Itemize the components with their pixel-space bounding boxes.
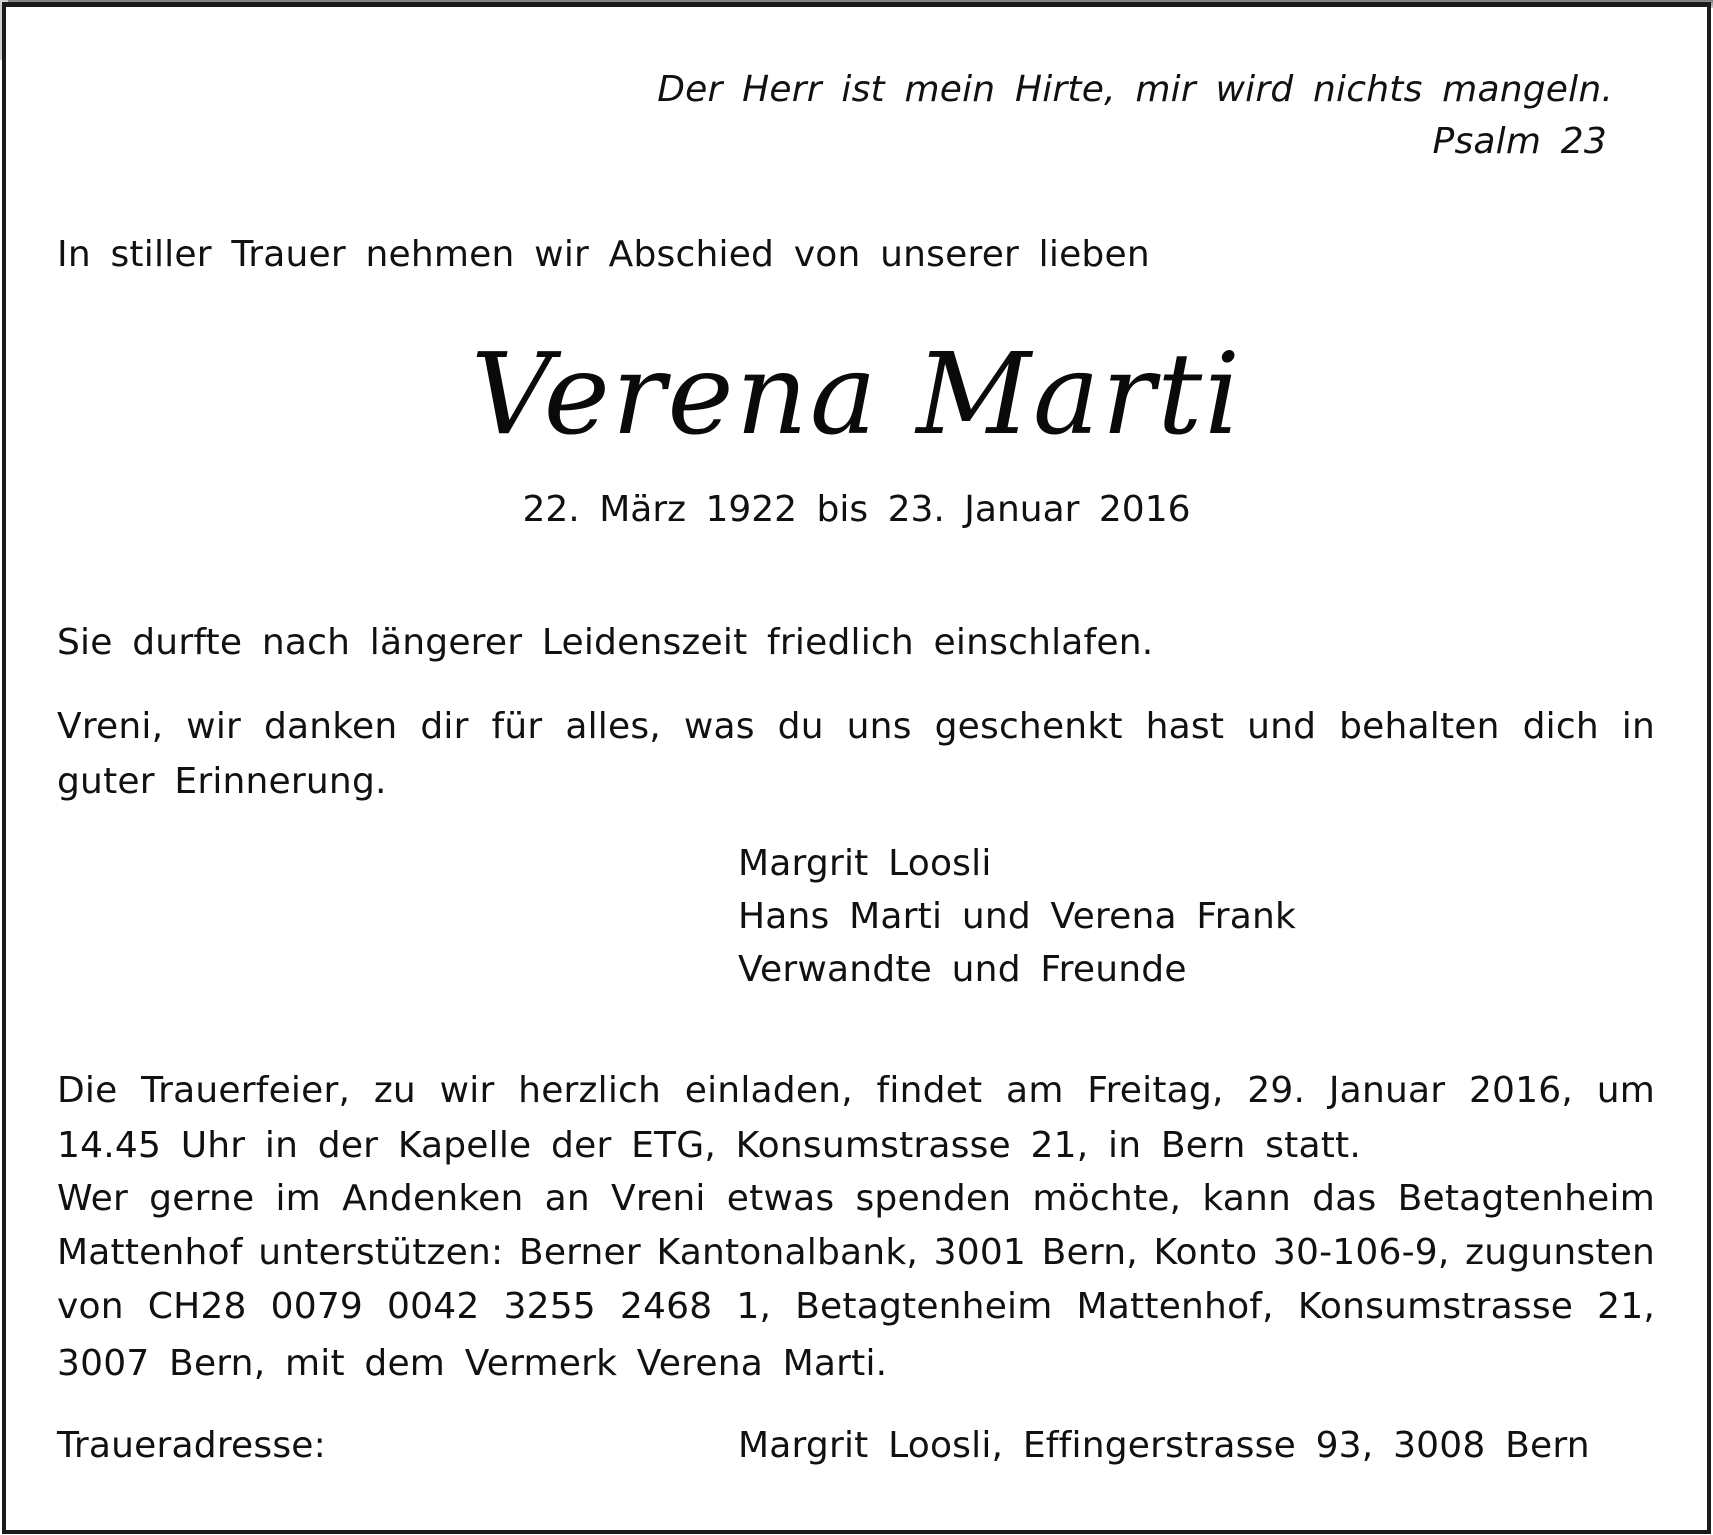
message-line-2a: Vreni, wir danken dir für alles, was du uns geschenkt hast und behalten dich in (57, 706, 1655, 747)
psalm-quote: Der Herr ist mein Hirte, mir wird nichts mangeln. (657, 69, 1613, 110)
life-dates: 22. März 1922 bis 23. Januar 2016 (522, 489, 1191, 530)
donation-line-3: von CH28 0079 0042 3255 2468 1, Betagtenheim Mattenhof, Konsumstrasse 21, (57, 1286, 1655, 1327)
mourner-2: Hans Marti und Verena Frank (738, 896, 1297, 937)
address-value: Margrit Loosli, Effingerstrasse 93, 3008 Bern (738, 1425, 1590, 1466)
donation-line-4: 3007 Bern, mit dem Vermerk Verena Marti. (57, 1343, 888, 1384)
mourner-1: Margrit Loosli (738, 843, 992, 884)
ceremony-line-2: 14.45 Uhr in der Kapelle der ETG, Konsumstrasse 21, in Bern statt. (57, 1125, 1361, 1166)
address-label: Traueradresse: (57, 1425, 326, 1466)
donation-line-2: Mattenhof unterstützen: Berner Kantonalbank, 3001 Bern, Konto 30-106-9, zugunsten (57, 1232, 1655, 1273)
psalm-reference: Psalm 23 (1432, 121, 1607, 162)
donation-line-1: Wer gerne im Andenken an Vreni etwas spenden möchte, kann das Betagtenheim (57, 1178, 1655, 1219)
ceremony-line-1: Die Trauerfeier, zu wir herzlich einladen, findet am Freitag, 29. Januar 2016, um (57, 1070, 1655, 1111)
mourner-3: Verwandte und Freunde (738, 949, 1187, 990)
message-line-2b: guter Erinnerung. (57, 761, 387, 802)
intro-text: In stiller Trauer nehmen wir Abschied von unserer lieben (57, 234, 1150, 275)
message-line-1: Sie durfte nach längerer Leidenszeit friedlich einschlafen. (57, 622, 1154, 663)
deceased-name: Verena Marti (470, 330, 1243, 460)
